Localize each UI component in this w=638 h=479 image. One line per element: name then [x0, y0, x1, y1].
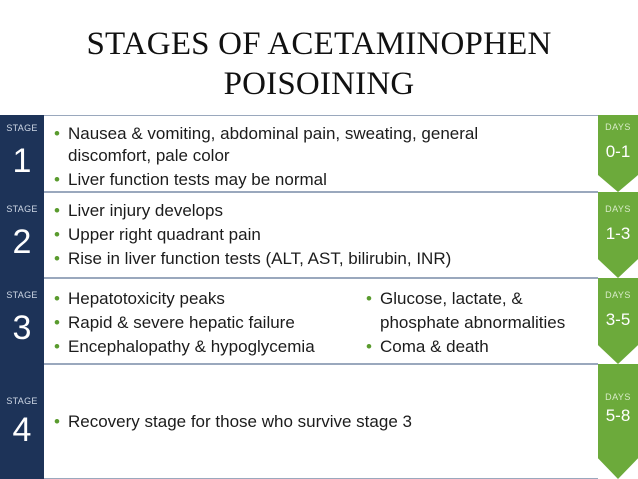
bullet-icon: •: [54, 289, 60, 308]
bullet-icon: •: [54, 313, 60, 332]
list-item-continued: phosphate abnormalities: [380, 313, 566, 332]
bullet-icon: •: [366, 337, 372, 356]
stage-cell: [0, 278, 44, 364]
stage-row-3: [0, 278, 638, 364]
days-label: DAYS: [605, 392, 631, 402]
days-cell: [598, 278, 638, 364]
stage-cell: [0, 192, 44, 278]
days-label: DAYS: [605, 204, 631, 214]
days-range: 0-1: [605, 142, 631, 161]
stage-number: 3: [12, 309, 32, 347]
stage-row-2: [0, 192, 638, 278]
slide-title: [0, 24, 638, 104]
days-range: 5-8: [605, 406, 631, 425]
list-item: • Glucose, lactate, &: [366, 289, 523, 308]
days-label: DAYS: [605, 290, 631, 300]
stage-cell: [0, 364, 44, 479]
list-item: • Hepatotoxicity peaks: [54, 289, 225, 308]
bullet-icon: •: [54, 201, 60, 220]
bullet-icon: •: [54, 225, 60, 244]
stage-number: 2: [12, 223, 32, 261]
title-line-2: POISOINING: [223, 66, 415, 102]
stage-label: STAGE: [6, 123, 38, 133]
list-item: • Liver injury develops: [54, 201, 223, 220]
stage-label: STAGE: [6, 204, 38, 214]
list-item: • Coma & death: [366, 337, 489, 356]
days-cell: [598, 115, 638, 192]
stage-content: [44, 364, 598, 479]
list-item-continued: discomfort, pale color: [68, 146, 230, 165]
list-item: • Rapid & severe hepatic failure: [54, 313, 295, 332]
bullet-icon: •: [54, 412, 60, 431]
stage-row-4: [0, 364, 638, 479]
list-item: • Nausea & vomiting, abdominal pain, sweating, general: [54, 124, 479, 143]
list-item: • Upper right quadrant pain: [54, 225, 261, 244]
stage-number: 4: [12, 411, 32, 449]
days-label: DAYS: [605, 122, 631, 132]
title-line-1: STAGES OF ACETAMINOPHEN: [86, 26, 552, 62]
stage-label: STAGE: [6, 290, 38, 300]
stage-label: STAGE: [6, 396, 38, 406]
list-item: • Rise in liver function tests (ALT, AST, bilirubin, INR): [54, 249, 452, 268]
stage-row-1: [0, 115, 638, 192]
list-item: • Recovery stage for those who survive stage 3: [54, 412, 412, 431]
stage-content: [44, 192, 598, 278]
list-item: • Encephalopathy & hypoglycemia: [54, 337, 315, 356]
bullet-icon: •: [54, 170, 60, 189]
days-cell: [598, 192, 638, 278]
stage-number: 1: [12, 142, 32, 180]
bullet-icon: •: [54, 124, 60, 143]
days-range: 3-5: [605, 310, 631, 329]
stage-cell: [0, 115, 44, 192]
stages-table: [0, 115, 638, 479]
days-range: 1-3: [605, 224, 631, 243]
list-item: • Liver function tests may be normal: [54, 170, 327, 189]
bullet-icon: •: [54, 249, 60, 268]
stage-content: [44, 278, 598, 364]
stage-content: [44, 115, 598, 192]
bullet-icon: •: [366, 289, 372, 308]
bullet-icon: •: [54, 337, 60, 356]
days-cell: [598, 364, 638, 479]
